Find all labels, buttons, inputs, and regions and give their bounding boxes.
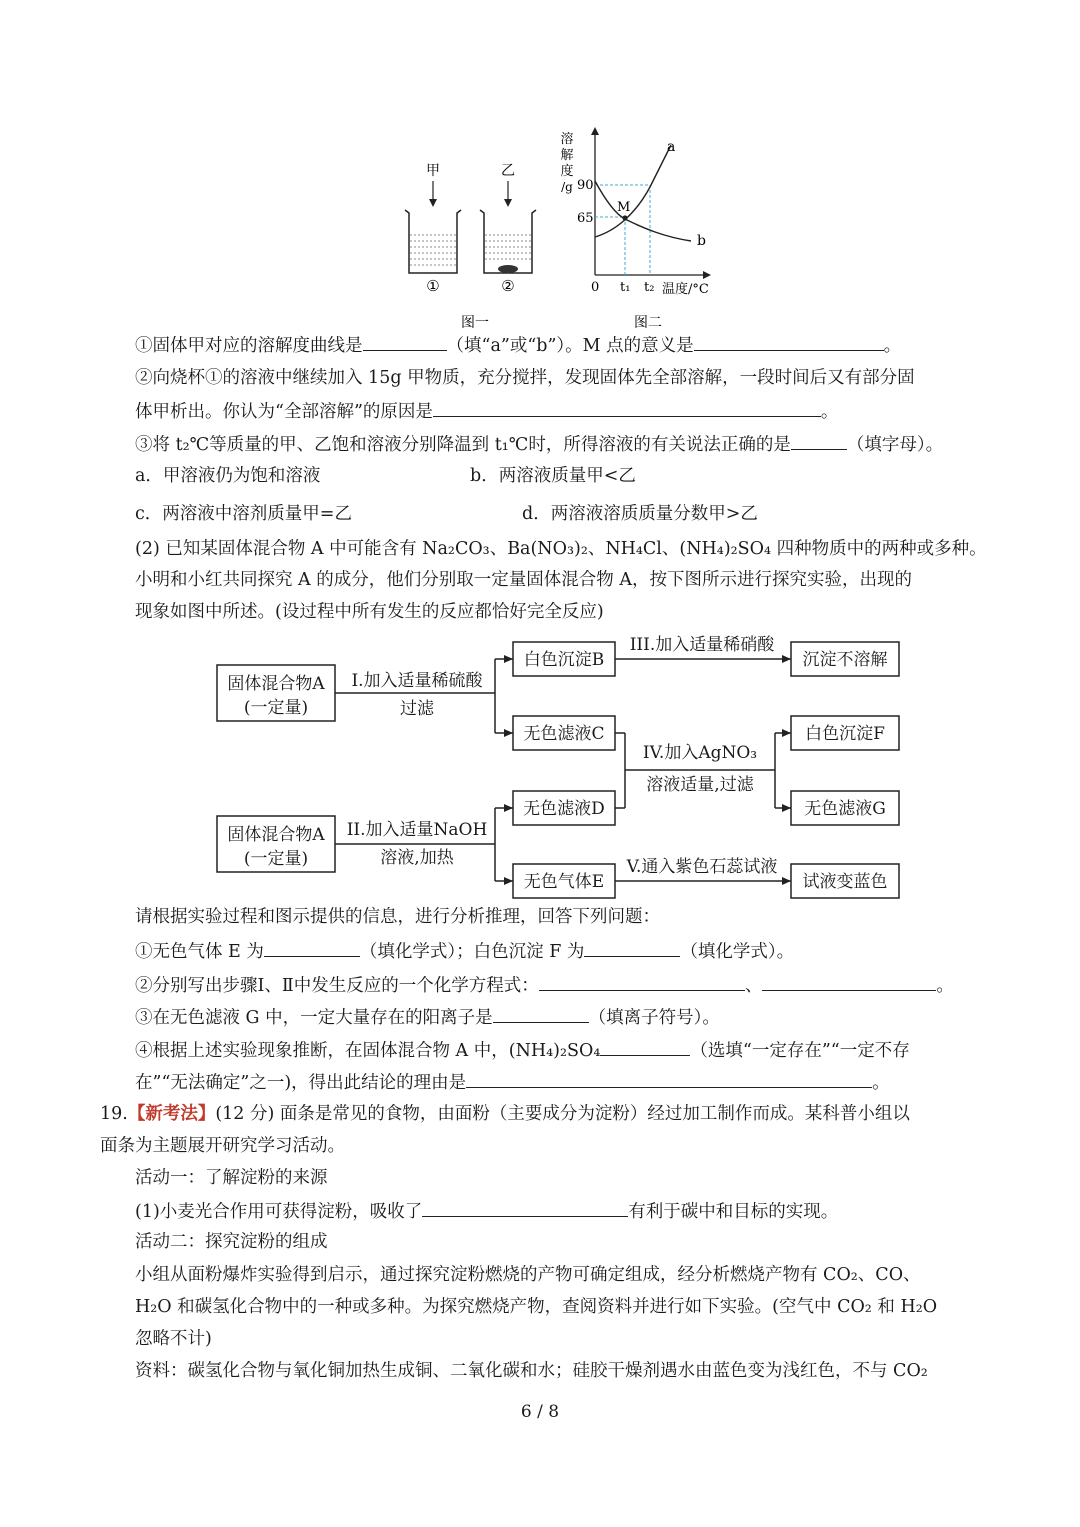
answer-blank[interactable] <box>539 972 745 991</box>
q2b-l3a: ③在无色滤液 G 中，一定大量存在的阳离子是 <box>135 1008 493 1028</box>
new-method-tag: 【新考法】 <box>127 1104 216 1124</box>
q2b-l1c: （填化学式）。 <box>680 942 795 962</box>
q2-line-3: 现象如图中所述。(设过程中所有发生的反应都恰好完全反应) <box>135 602 604 622</box>
q19-para-2: H₂O 和碳氢化合物中的一种或多种。为探究燃烧产物，查阅资料并进行如下实验。(空气中 CO₂ 和 H₂O <box>135 1297 938 1317</box>
step1-sub: 过滤 <box>400 699 434 719</box>
q19-p1b: 有利于碳中和目标的实现。 <box>628 1202 839 1222</box>
option-b: b．两溶液质量甲<乙 <box>470 466 636 486</box>
label-jia: 甲 <box>426 163 440 179</box>
option-a: a．甲溶液仍为饱和溶液 <box>135 466 321 486</box>
filtrate-c: 无色滤液C <box>523 724 605 744</box>
q19-line-1 <box>100 1102 910 1126</box>
precipitate-b: 白色沉淀B <box>523 650 605 670</box>
q2b-line-4 <box>135 1037 910 1063</box>
beaker-1 <box>405 210 461 273</box>
point-m-label: M <box>617 200 631 215</box>
answer-blank[interactable] <box>493 1004 589 1023</box>
filtrate-d: 无色滤液D <box>523 799 605 819</box>
q2b-l5b: 。 <box>872 1073 890 1093</box>
figure-beakers <box>395 155 565 335</box>
q19-para-1: 小组从面粉爆炸实验得到启示，通过探究淀粉燃烧的产物可确定组成，经分析燃烧产物有 CO₂、CO、 <box>135 1265 921 1285</box>
beaker-2-label: ② <box>501 277 515 295</box>
q2b-l4a: ④根据上述实验现象推断，在固体混合物 A 中，(NH₄)₂SO₄ <box>135 1041 601 1061</box>
q1-l3a: 体甲析出。你认为“全部溶解”的原因是 <box>135 402 433 422</box>
q1-l1c: 。 <box>883 336 902 356</box>
answer-blank[interactable] <box>363 332 447 351</box>
beaker-2 <box>480 210 536 273</box>
q2b-l4b: （选填“一定存在”“一定不存 <box>690 1041 910 1061</box>
figure-1-caption: 图一 <box>461 315 489 331</box>
q2b-line-1 <box>135 938 794 964</box>
curve-b <box>595 181 691 241</box>
step4-sub: 溶液适量,过滤 <box>646 775 754 795</box>
answer-blank[interactable] <box>694 332 884 351</box>
point-m-dot <box>622 215 627 220</box>
q1-line-4 <box>135 431 943 457</box>
solid-precipitate <box>498 265 518 273</box>
q2b-l1a: ①无色气体 E 为 <box>135 942 264 962</box>
q2b-intro: 请根据实验过程和图示提供的信息，进行分析推理，回答下列问题： <box>135 907 660 927</box>
mixture-a-2-line2: (一定量) <box>243 849 309 869</box>
turns-blue: 试液变蓝色 <box>802 872 888 892</box>
answer-blank[interactable] <box>422 1198 628 1217</box>
answer-blank[interactable] <box>762 972 936 991</box>
q19-para-3: 忽略不计) <box>135 1329 212 1349</box>
q1-l1b: （填“a”或“b”）。M 点的意义是 <box>446 336 694 356</box>
y-axis-label-1: 溶 <box>560 132 574 147</box>
activity-2: 活动二：探究淀粉的组成 <box>135 1232 328 1252</box>
q2b-l1b: （填化学式）；白色沉淀 F 为 <box>359 942 585 962</box>
q1-line-1 <box>135 332 901 358</box>
q1-l4a: ③将 t₂℃等质量的甲、乙饱和溶液分别降温到 t₁℃时，所得溶液的有关说法正确的是 <box>135 435 791 455</box>
y-axis-label-4: /g <box>561 180 573 194</box>
step1-label: I.加入适量稀硫酸 <box>351 671 483 691</box>
activity-1: 活动一：了解淀粉的来源 <box>135 1168 328 1188</box>
q2b-line-5 <box>135 1069 890 1095</box>
q2-line-1: (2) 已知某固体混合物 A 中可能含有 Na₂CO₃、Ba(NO₃)₂、NH₄Cl、(NH₄)₂SO₄ 四种物质中的两种或多种。 <box>135 539 987 559</box>
q1-line-3 <box>135 398 838 424</box>
q2b-l3b: （填离子符号）。 <box>588 1008 720 1028</box>
mixture-a-2-line1: 固体混合物A <box>227 825 325 845</box>
x-axis-label: 温度/°C <box>662 282 709 297</box>
q19-para-4: 资料：碳氢化合物与氧化铜加热生成铜、二氧化碳和水；硅胶干燥剂遇水由蓝色变为浅红色，不与 CO₂ <box>135 1361 928 1381</box>
q2b-l2b: 、 <box>744 976 763 996</box>
step4-label: IV.加入AgNO₃ <box>642 743 758 763</box>
q19-line-2: 面条为主题展开研究学习活动。 <box>100 1136 345 1156</box>
q2-line-2: 小明和小红共同探究 A 的成分，他们分别取一定量固体混合物 A，按下图所示进行探究实验，出现的 <box>135 570 912 590</box>
answer-blank[interactable] <box>584 938 680 957</box>
figure-2-caption: 图二 <box>634 315 662 331</box>
q1-l4b: （填字母）。 <box>846 435 944 455</box>
x-tick-t1: t₁ <box>620 280 631 295</box>
y-tick-90: 90 <box>577 178 594 193</box>
mixture-a-1-line2: (一定量) <box>243 698 309 718</box>
option-d: d．两溶液溶质质量分数甲>乙 <box>522 504 758 524</box>
answer-blank[interactable] <box>600 1037 690 1056</box>
q1-line-2: ②向烧杯①的溶液中继续加入 15g 甲物质，充分搅拌，发现固体先全部溶解，一段时间后又有部分固 <box>135 368 915 388</box>
y-axis-label-3: 度 <box>560 164 574 179</box>
page-number: 6 / 8 <box>520 1402 560 1422</box>
answer-blank[interactable] <box>433 398 821 417</box>
experiment-flowchart <box>210 630 910 905</box>
q2b-l2c: 。 <box>936 976 954 996</box>
q2b-line-3 <box>135 1004 720 1030</box>
q2b-l2a: ②分别写出步骤Ⅰ、Ⅱ中发生反应的一个化学方程式： <box>135 976 539 996</box>
step5-label: V.通入紫色石蕊试液 <box>626 857 778 877</box>
solubility-chart <box>555 125 730 335</box>
mixture-a-1-line1: 固体混合物A <box>227 674 325 694</box>
curve-a-label: a <box>667 139 676 155</box>
step2-sub: 溶液,加热 <box>380 848 454 868</box>
answer-blank[interactable] <box>264 938 360 957</box>
x-tick-t2: t₂ <box>644 280 655 295</box>
answer-blank[interactable] <box>791 431 847 450</box>
origin-label: 0 <box>591 280 600 295</box>
precipitate-f: 白色沉淀F <box>805 724 885 744</box>
q19-l1: (12 分) 面条是常见的食物，由面粉（主要成分为淀粉）经过加工制作而成。某科普小组以 <box>215 1104 910 1124</box>
filtrate-g: 无色滤液G <box>804 799 886 819</box>
y-tick-65: 65 <box>577 211 594 226</box>
y-axis-label-2: 解 <box>560 148 574 163</box>
gas-e: 无色气体E <box>523 872 605 892</box>
step2-label: II.加入适量NaOH <box>346 820 488 840</box>
q19-p1a: (1)小麦光合作用可获得淀粉，吸收了 <box>135 1202 423 1222</box>
beaker-1-label: ① <box>426 277 440 295</box>
q1-l1a: ①固体甲对应的溶解度曲线是 <box>135 336 363 356</box>
option-c: c．两溶液中溶剂质量甲=乙 <box>135 504 352 524</box>
q2b-l5a: 在”“无法确定”之一)，得出此结论的理由是 <box>135 1073 467 1093</box>
q19-part-1 <box>135 1198 838 1224</box>
curve-b-label: b <box>697 233 706 249</box>
q2b-line-2 <box>135 972 954 998</box>
no-dissolve: 沉淀不溶解 <box>802 650 888 670</box>
label-yi: 乙 <box>501 163 515 179</box>
q19-number: 19. <box>100 1104 128 1124</box>
answer-blank[interactable] <box>466 1069 872 1088</box>
step3-label: III.加入适量稀硝酸 <box>629 635 775 655</box>
q1-l3b: 。 <box>820 402 839 422</box>
